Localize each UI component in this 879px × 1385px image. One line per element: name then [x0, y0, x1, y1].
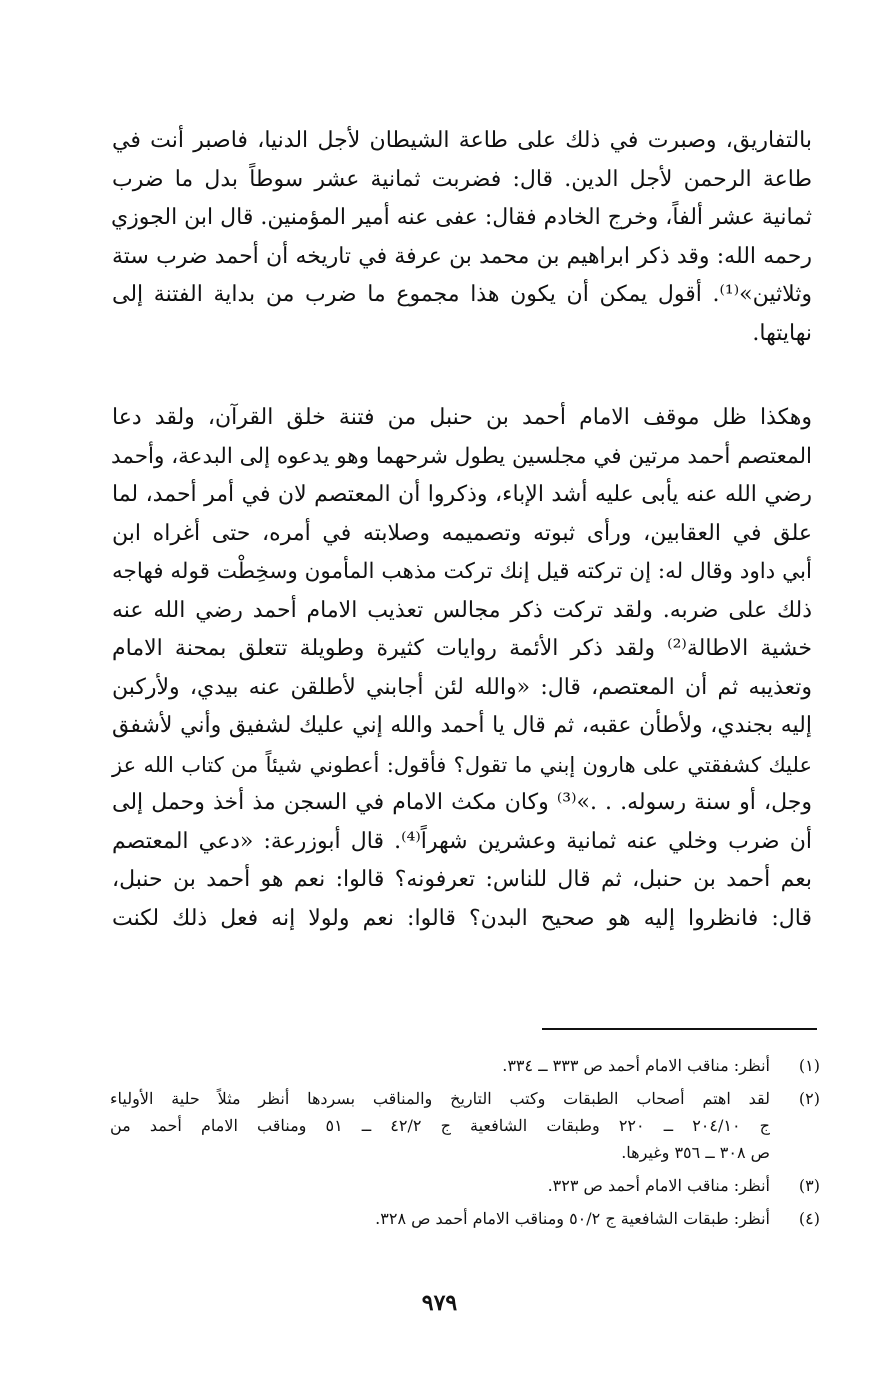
text-line: وهكذا ظل موقف الامام أحمد بن حنبل من فتنة خلق القرآن، ولقد دعا: [112, 405, 812, 430]
footnote-number: (٢): [798, 1089, 820, 1108]
text-line: وثلاثين»⁽¹⁾. أقول يمكن أن يكون هذا مجموع ما ضرب من بداية الفتنة إلى: [112, 282, 812, 307]
text-line: رضي الله عنه يأبى عليه أشد الإباء، وذكروا أن المعتصم لان في أمر أحمد، لما: [112, 482, 812, 507]
footnote-text: أنظر: مناقب الامام أحمد ص ٣٣٣ ــ ٣٣٤.: [502, 1056, 770, 1075]
footnote: [110, 1085, 820, 1166]
text-line: ذلك على ضربه. ولقد تركت ذكر مجالس تعذيب الامام أحمد رضي الله عنه: [112, 597, 812, 623]
footnote-divider: [542, 1028, 817, 1030]
text-line: إليه بجندي، ولأطأن عقبه، ثم قال يا أحمد والله إني عليك لشفيق وأني لأشفق: [112, 713, 812, 738]
text-line: ثمانية عشر ألفاً، وخرج الخادم فقال: عفى عنه أمير المؤمنين. قال ابن الجوزي: [110, 205, 812, 230]
footnote: [110, 1172, 820, 1199]
paragraph-2: [112, 399, 812, 938]
footnotes: [110, 1052, 820, 1238]
text-line: بعم أحمد بن حنبل، ثم قال للناس: تعرفونه؟ قالوا: نعم هو أحمد بن حنبل،: [112, 867, 812, 892]
text-line: وتعذيبه ثم أن المعتصم، قال: «والله لئن أجابني لأطلقن عنه بيدي، ولأركبن: [112, 674, 812, 700]
footnote-text: أنظر: مناقب الامام أحمد ص ٣٢٣.: [547, 1176, 770, 1195]
text-line: نهايتها.: [752, 320, 812, 346]
page-number: ٩٧٩: [421, 1290, 458, 1316]
footnote: [110, 1205, 820, 1232]
text-line: عليك كشفقتي على هارون إبني ما تقول؟ فأقول: أعطوني شيئاً من كتاب الله عز: [112, 752, 812, 777]
footnote-text: ص ٣٠٨ ــ ٣٥٦ وغيرها.: [621, 1143, 770, 1162]
footnote-text: لقد اهتم أصحاب الطبقات وكتب التاريخ والمناقب بسردها أنظر مثلاً حلية الأولياء: [110, 1089, 771, 1108]
text-line: قال: فانظروا إليه هو صحيح البدن؟ قالوا: نعم ولولا إنه فعل ذلك لكنت: [112, 905, 812, 931]
text-line: طاعة الرحمن لأجل الدين. قال: فضربت ثمانية عشر سوطاً بدل ما ضرب: [112, 166, 812, 192]
paragraph-1: [112, 122, 812, 353]
text-line: خشية الاطالة⁽²⁾ ولقد ذكر الأئمة روايات كثيرة وطويلة تتعلق بمحنة الامام: [112, 636, 812, 661]
text-line: رحمه الله: وقد ذكر ابراهيم بن محمد بن عرفة في تاريخه أن أحمد ضرب ستة: [112, 243, 812, 269]
text-line: وجل، أو سنة رسوله. . .»⁽³⁾ وكان مكث الامام في السجن مذ أخذ وحمل إلى: [112, 790, 812, 815]
text-line: أن ضرب وخلي عنه ثمانية وعشرين شهراً⁽⁴⁾. قال أبوزرعة: «دعي المعتصم: [112, 828, 812, 854]
footnote-number: (١): [798, 1056, 820, 1075]
footnote-text: ج ٢٠٤/١٠ ــ ٢٢٠ وطبقات الشافعية ج ٤٢/٢ ــ ٥١ ومناقب الامام أحمد من: [110, 1116, 771, 1135]
footnote: [110, 1052, 820, 1079]
text-line: بالتفاريق، وصبرت في ذلك على طاعة الشيطان لأجل الدنيا، فاصبر أنت في: [112, 128, 812, 153]
text-line: أبي داود وقال له: إن تركته قيل إنك تركت مذهب المأمون وسخِطْت قوله فهاجه: [112, 559, 812, 584]
text-line: المعتصم أحمد مرتين في مجلسين يطول شرحهما وهو يدعوه إلى البدعة، وأحمد: [111, 443, 812, 469]
footnote-number: (٣): [798, 1176, 820, 1195]
footnote-number: (٤): [798, 1209, 820, 1228]
text-line: علق في العقابين، ورأى ثبوته وتصميمه وصلابته في أمره، حتى أغراه ابن: [112, 520, 812, 546]
footnote-text: أنظر: طبقات الشافعية ج ٥٠/٢ ومناقب الامام أحمد ص ٣٢٨.: [375, 1209, 770, 1228]
